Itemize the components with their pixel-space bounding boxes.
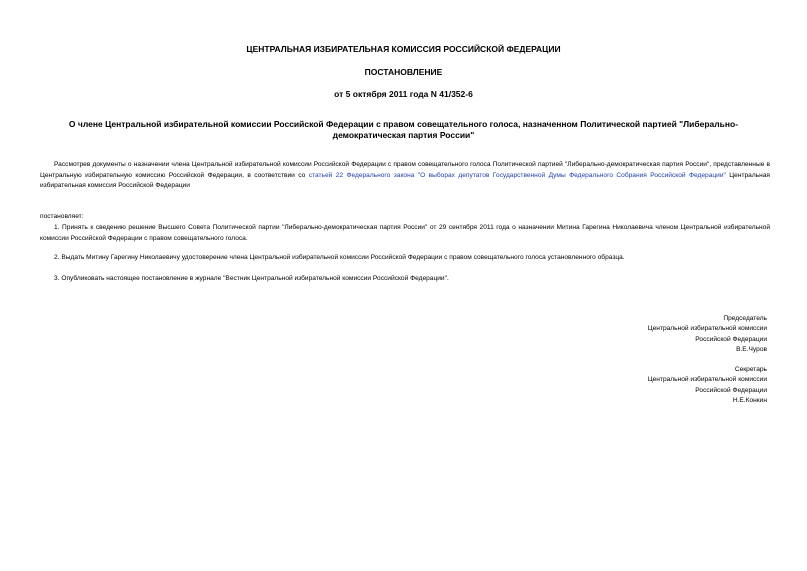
chairman-signature-block <box>547 314 767 356</box>
chairman-name: В.Е.Чуров <box>736 346 767 354</box>
intro-paragraph <box>40 160 770 192</box>
law-article-link[interactable]: статьей 22 Федерального закона "О выборах депутатов Государственной Думы Федерального Собрания Российской Федерации" <box>308 171 726 179</box>
date-number-heading: от 5 октября 2011 года N 41/352-6 <box>334 89 473 99</box>
organization-heading: ЦЕНТРАЛЬНАЯ ИЗБИРАТЕЛЬНАЯ КОМИССИЯ РОССИЙСКОЙ ФЕДЕРАЦИИ <box>246 44 561 54</box>
resolution-item-1: 1. Принять к сведению решение Высшего Совета Политической партии "Либерально-демократическая партия России" от 29 сентября 2011 года о назначении Митина Гарегина Николаевича членом Центральной избирательной комиссии Российской Федерации с правом совещательного голоса. <box>40 224 770 242</box>
chairman-org-line2: Российской Федерации <box>695 335 767 343</box>
intro-text-after: Центральная избирательная комиссия Российской Федерации <box>40 171 770 189</box>
resolution-item-2: 2. Выдать Митину Гарегину Николаевичу удостоверение члена Центральной избирательной комиссии Российской Федерации с правом совещательного голоса установленного образца. <box>54 254 625 261</box>
secretary-org-line2: Российской Федерации <box>695 386 767 394</box>
secretary-signature-block <box>547 365 767 407</box>
secretary-role: Секретарь <box>734 366 767 373</box>
document-title: О члене Центральной избирательной комиссии Российской Федерации с правом совещательного голоса, назначенном Политической партией "Либерально-демократическая партия России" <box>68 119 739 140</box>
secretary-name: Н.Е.Конкин <box>732 397 767 405</box>
document-type-heading: ПОСТАНОВЛЕНИЕ <box>364 67 443 77</box>
secretary-org-line1: Центральной избирательной комиссии <box>647 376 767 384</box>
resolves-label: постановляет: <box>40 213 84 220</box>
chairman-org-line1: Центральной избирательной комиссии <box>647 325 767 333</box>
chairman-role: Председатель <box>723 315 767 322</box>
intro-text-before: Рассмотрев документы о назначении члена Центральной избирательной комиссии Российской Федерации с правом совещательного голоса Политической партией "Либерально-демократическая партия России", представленные в Центральную избирательную комиссию Российской Федерации, в соответствии со <box>40 161 770 179</box>
resolution-item-3: 3. Опубликовать настоящее постановление в журнале "Вестник Центральной избирательной комиссии Российской Федерации". <box>54 275 449 282</box>
